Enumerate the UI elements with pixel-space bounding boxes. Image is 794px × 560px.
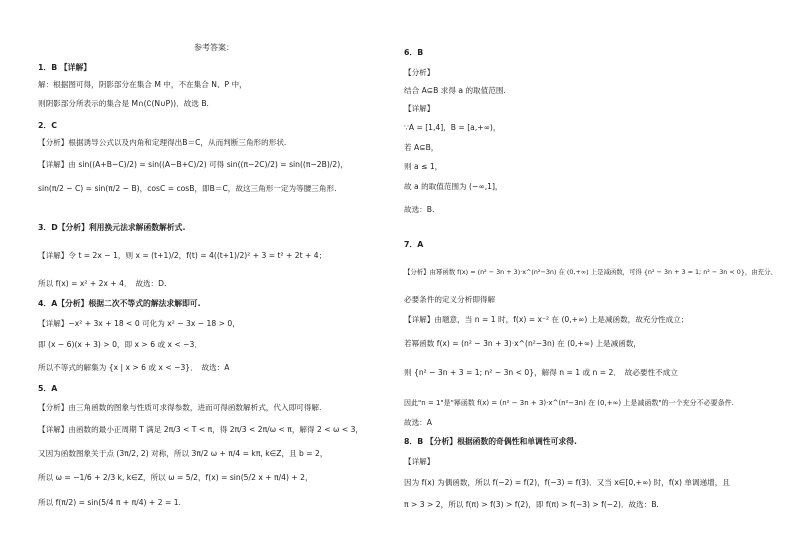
q6-line-2: 若 A⊆B，: [404, 143, 439, 152]
q6-line-4: 故 a 的取值范围为 (−∞,1]，: [404, 182, 503, 191]
q5-header: 5．A: [38, 384, 58, 393]
q2-line-3: sin(π/2 − C) = sin(π/2 − B)，cosC = cosB，即B＝C，故这三角形一定为等腰三角形.: [38, 184, 337, 193]
q6-analysis: 结合 A⊆B 求得 a 的取值范围.: [404, 86, 506, 95]
q5-line-5: 所以 f(π/2) = sin(5/4 π + π/4) + 2 = 1.: [38, 498, 181, 507]
q3-line-1: 【详解】令 t = 2x − 1，则 x = (t+1)/2，f(t) = 4((t+1)/2)² + 3 = t² + 2t + 4；: [38, 251, 327, 260]
page-title: 参考答案：: [194, 43, 234, 52]
q7-line-5: 则 {n² − 3n + 3 = 1; n² − 3n < 0}，解得 n = 1 或 n = 2． 故必要性不成立: [404, 368, 678, 377]
q5-line-1: 【分析】由三角函数的图象与性质可求得参数，进而可得函数解析式，代入即可得解.: [38, 403, 322, 412]
q7-line-2: 必要条件的定义分析即得解: [404, 295, 496, 304]
q6-detail-label: 【详解】: [404, 104, 435, 113]
q6-analysis-label: 【分析】: [404, 68, 435, 77]
q5-line-4: 所以 ω = −1/6 + 2/3 k, k∈Z，所以 ω = 5/2，f(x) = sin(5/2 x + π/4) + 2，: [38, 473, 313, 482]
q4-line-1: 【详解】−x² + 3x + 18 < 0 可化为 x² − 3x − 18 > 0，: [38, 319, 240, 328]
q2-line-2: 【详解】由 sin((A+B−C)/2) = sin((A−B+C)/2) 可得 sin((π−2C)/2) = sin((π−2B)/2)，: [38, 160, 348, 169]
q6-line-1: ∵A = [1,4]，B = [a,+∞)，: [404, 123, 501, 132]
q3-line-2: 所以 f(x) = x² + 2x + 4． 故选：D.: [38, 279, 167, 288]
q6-line-3: 则 a ≤ 1，: [404, 162, 443, 171]
q3-header: 3．D【分析】利用换元法求解函数解析式.: [38, 223, 186, 232]
q8-line-2: π > 3 > 2，所以 f(π) > f(3) > f(2)，即 f(π) > f(−3) > f(−2)．故选：B.: [404, 500, 659, 509]
q8-header: 8．B 【分析】根据函数的奇偶性和单调性可求得.: [404, 437, 577, 446]
q4-line-3: 所以不等式的解集为 {x | x > 6 或 x < −3}． 故选：A: [38, 363, 230, 372]
q8-line-1: 因为 f(x) 为偶函数，所以 f(−2) = f(2)，f(−3) = f(3)．又当 x∈[0,+∞) 时，f(x) 单调递增，且: [404, 478, 730, 487]
q7-line-7: 故选：A: [404, 418, 432, 427]
q6-line-5: 故选：B.: [404, 205, 435, 214]
q7-header: 7．A: [404, 240, 424, 249]
q5-line-3: 又因为函数图象关于点 (3π/2, 2) 对称，所以 3π/2 ω + π/4 = kπ, k∈Z，且 b = 2，: [38, 449, 328, 458]
q7-line-6: 因此"n = 1"是"幂函数 f(x) = (n² − 3n + 3)·x^(n²−3n) 在 (0,+∞) 上是减函数"的一个充分不必要条件.: [404, 399, 734, 407]
q7-line-1: 【分析】由幂函数 f(x) = (n² − 3n + 3)·x^(n²−3n) 在 (0,+∞) 上是减函数，可得 {n² − 3n + 3 = 1; n² − 3n < 0}，由充分、: [404, 268, 777, 276]
q1-header: 1．B 【详解】: [38, 63, 92, 72]
q1-line-1: 解：根据图可得，阴影部分在集合 M 中，不在集合 N、P 中，: [38, 80, 247, 89]
q6-header: 6．B: [404, 48, 424, 57]
q5-line-2: 【详解】由函数的最小正周期 T 满足 2π/3 < T < π，得 2π/3 < 2π/ω < π，解得 2 < ω < 3，: [38, 425, 364, 434]
q2-line-1: 【分析】根据诱导公式以及内角和定理得出B＝C，从而判断三角形的形状.: [38, 138, 287, 147]
q7-line-3: 【详解】由题意，当 n = 1 时，f(x) = x⁻² 在 (0,+∞) 上是减函数，故充分性成立；: [404, 315, 689, 324]
q1-line-2: 则阴影部分所表示的集合是 M∩(∁(N∪P))．故选 B.: [38, 99, 209, 108]
q4-header: 4．A【分析】根据二次不等式的解法求解即可.: [38, 299, 201, 308]
q8-detail-label: 【详解】: [404, 457, 435, 466]
q2-header: 2．C: [38, 121, 57, 130]
q4-line-2: 即 (x − 6)(x + 3) > 0，即 x > 6 或 x < −3．: [38, 340, 202, 349]
q7-line-4: 若幂函数 f(x) = (n² − 3n + 3)·x^(n²−3n) 在 (0,+∞) 上是减函数，: [404, 339, 642, 348]
